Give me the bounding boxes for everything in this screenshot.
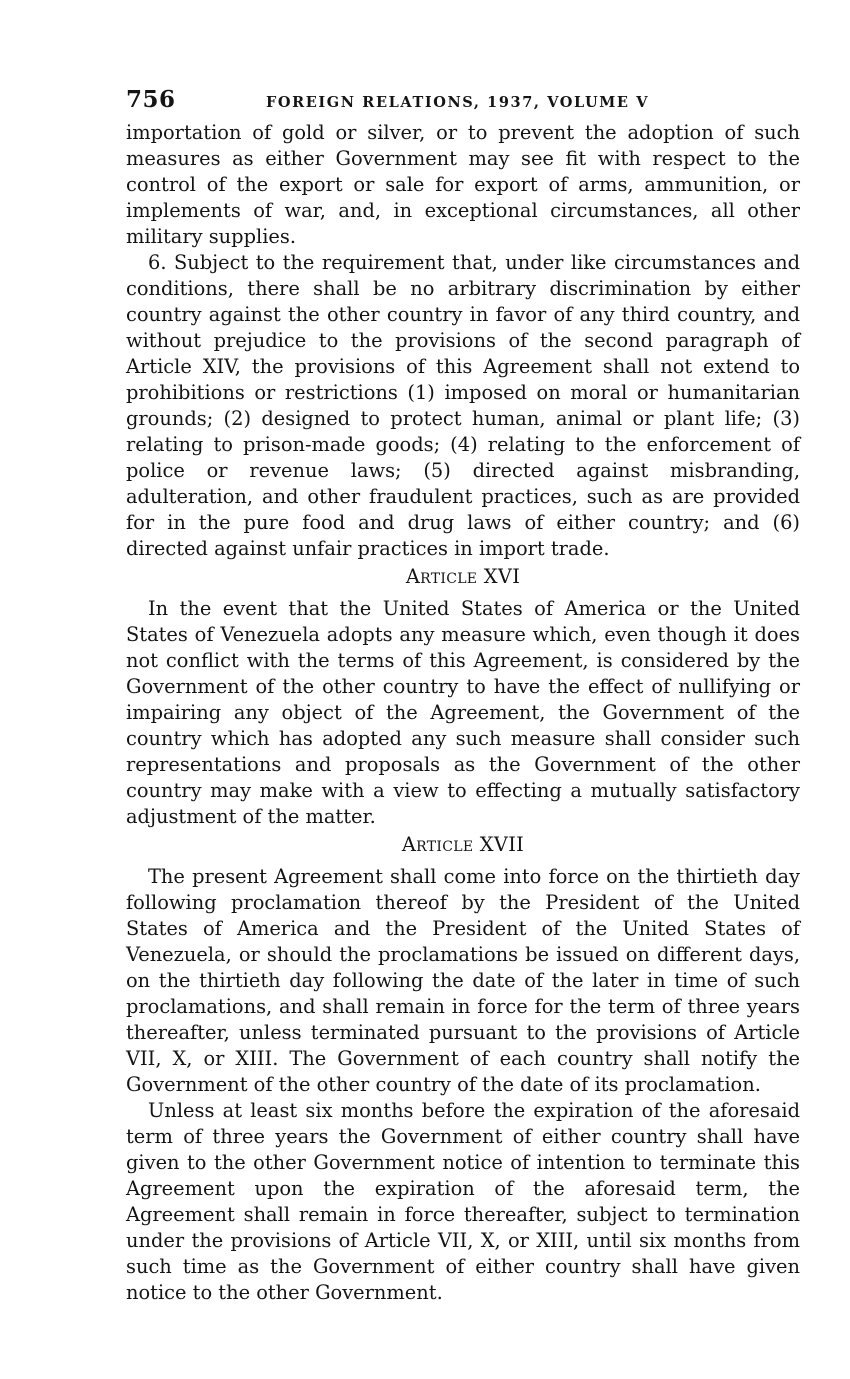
- paragraph-article-xvi: In the event that the United States of America or the United States of Venezuela adopts any measure which, even though it does not conflict with the terms of this Agreement, is considered by the Government of the other country to have the effect of nullifying or impairing any object of the Agreement, the Government of the country which has adopted any such measure shall consider such representations and proposals as the Government of the other country may make with a view to effecting a mutually satisfactory adjustment of the matter.: [126, 597, 800, 828]
- paragraph-article-xvii-2: Unless at least six months before the expiration of the aforesaid term of three years the Government of either country shall have given to the other Government notice of intention to terminate this Agreement upon the expiration of the aforesaid term, the Agreement shall remain in force thereafter, subject to termination under the provisions of Article VII, X, or XIII, until six months from such time as the Government of either country shall have given notice to the other Government.: [126, 1099, 800, 1304]
- paragraph-section-6: 6. Subject to the requirement that, under like circumstances and conditions, there shall be no arbitrary discrimination by either country against the other country in favor of any third country, and without prejudice to the provisions of the second paragraph of Article XIV, the provisions of this Agreement shall not extend to prohibitions or restrictions (1) imposed on moral or humanitarian grounds; (2) designed to protect human, animal or plant life; (3) relating to prison-made goods; (4) relating to the enforcement of police or revenue laws; (5) directed against misbranding, adulteration, and other fraudulent practices, such as are provided for in the pure food and drug laws of either country; and (6) directed against unfair practices in import trade.: [126, 251, 800, 560]
- article-xvii-heading: Article XVII: [401, 833, 525, 856]
- page-number: 756: [126, 86, 176, 113]
- running-header: [126, 86, 800, 120]
- running-title: FOREIGN RELATIONS, 1937, VOLUME V: [266, 94, 650, 111]
- article-xvi-heading: Article XVI: [405, 565, 521, 588]
- paragraph-article-xvii-1: The present Agreement shall come into force on the thirtieth day following proclamation thereof by the President of the United States of America and the President of the United States of Venezuela, or should the proclamations be issued on different days, on the thirtieth day following the date of the later in time of such proclamations, and shall remain in force for the term of three years thereafter, unless terminated pursuant to the provisions of Article VII, X, or XIII. The Government of each country shall notify the Government of the other country of the date of its proclamation.: [126, 865, 800, 1096]
- document-page: [126, 86, 800, 1306]
- paragraph-continuation: importation of gold or silver, or to prevent the adoption of such measures as either Government may see fit with respect to the control of the export or sale for export of arms, ammunition, or implements of war, and, in exceptional circumstances, all other military supplies.: [126, 121, 800, 248]
- body-text: [126, 120, 800, 1306]
